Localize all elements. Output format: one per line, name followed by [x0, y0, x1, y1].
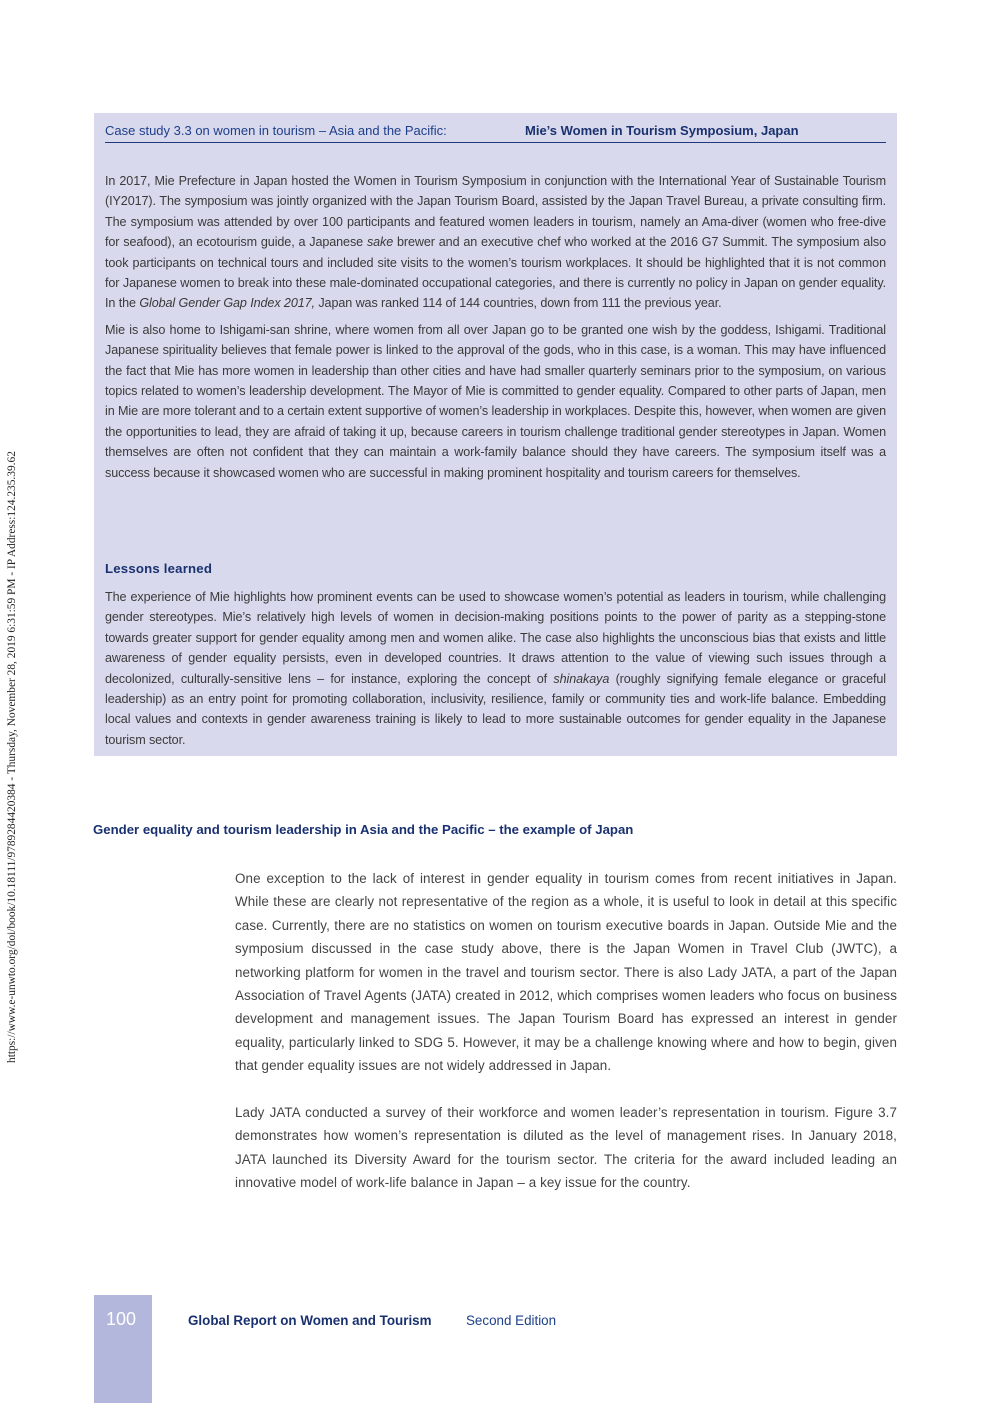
case-study-header: [105, 122, 886, 143]
case-paragraph-2: Mie is also home to Ishigami-san shrine, where women from all over Japan go to be granted one wish by the goddess, Ishigami. Traditional Japanese spirituality believes that female power is linked to the approval of the gods, who in this case, is a woman. This may have influenced the fact that Mie has more women in leadership than other cities and have had smaller quarterly seminars prior to the symposium, on various topics related to women’s leadership development. The Mayor of Mie is committed to gender equality. Compared to other parts of Japan, men in Mie are more tolerant and to a certain extent supportive of women’s leadership in workplaces. Despite this, however, when women are given the opportunities to lead, they are afraid of taking it up, because careers in tourism challenge traditional gender stereotypes in Japan. Women themselves are often not confident that they can maintain a work-family balance should they have careers. The symposium itself was a success because it showcased women who are successful in making prominent hospitality and tourism careers for themselves.: [105, 322, 886, 480]
lessons-text-a: The experience of Mie highlights how prominent events can be used to showcase women’s potential as leaders in tourism, while challenging gender stereotypes. Mie’s relatively high levels of women in decision-making positions points to the power of parity as a stepping-stone towards greater support for gender equality among men and women alike. The case also highlights the unconscious bias that exists and little awareness of gender equality persists, even in developed countries. It draws attention to the value of viewing such issues through a decolonized, culturally-sensitive lens – for instance, exploring the concept of: [105, 590, 886, 686]
case-study-label: Case study 3.3 on women in tourism – Asia and the Pacific:: [105, 123, 447, 138]
case-p1-text-b: brewer and an executive chef who worked at the 2016 G7 Summit. The symposium also took participants on technical tours and included site visits to the women’s tourism workplaces. It should be highlighted that it is not common for Japanese women to break into these male-dominated occupational categories, and there is currently no policy in Japan on gender equality. In the: [105, 235, 886, 311]
page-number: 100: [106, 1309, 137, 1329]
case-p1-text-c: Japan was ranked 114 of 144 countries, down from 111 the previous year.: [314, 296, 722, 311]
case-p1-italic-sake: sake: [366, 235, 394, 250]
main-body-text: [235, 867, 897, 1195]
case-paragraph-1: [105, 171, 886, 314]
main-paragraph-2: Lady JATA conducted a survey of their workforce and women leader’s representation in tourism. Figure 3.7 demonstrates how women’s representation is diluted as the level of management rises. In January 2018, JATA launched its Diversity Award for the tourism sector. The criteria for the award included leading an innovative model of work-life balance in Japan – a key issue for the country.: [235, 1105, 897, 1191]
page-number-block: [94, 1295, 152, 1403]
footer-edition: Second Edition: [466, 1313, 557, 1328]
lessons-heading: Lessons learned: [105, 561, 213, 576]
main-paragraph-1: One exception to the lack of interest in gender equality in tourism comes from recent initiatives in Japan. While these are clearly not representative of the region as a whole, it is useful to look in detail at this specific case. Currently, there are no statistics on women on tourism executive boards in Japan. Outside Mie and the symposium discussed in the case study above, there is the Japan Women in Travel Club (JWTC), a networking platform for women in the travel and tourism sector. There is also Lady JATA, a part of the Japan Association of Travel Agents (JATA) created in 2012, which comprises women leaders who focus on business development and management issues. The Japan Tourism Board has expressed an interest in gender equality, particularly linked to SDG 5. However, it may be a challenge knowing where and how to begin, given that gender equality issues are not widely addressed in Japan.: [235, 871, 897, 1074]
footer-report-title: Global Report on Women and Tourism: [188, 1313, 432, 1328]
case-p1-text-a: In 2017, Mie Prefecture in Japan hosted the Women in Tourism Symposium in conjunction with the International Year of Sustainable Tourism (IY2017). The symposium was jointly organized with the Japan Tourism Board, assisted by the Japan Travel Bureau, a private consulting firm. The symposium was attended by over 100 participants and featured women leaders in tourism, namely an Ama-diver (women who free-dive for seafood), an ecotourism guide, a Japanese: [105, 174, 886, 250]
side-url-watermark: [2, 345, 20, 1065]
section-heading: Gender equality and tourism leadership in Asia and the Pacific – the example of Japan: [93, 822, 634, 837]
case-study-body: [105, 171, 886, 483]
case-study-box: [94, 113, 897, 756]
lessons-italic-shinakaya: shinakaya: [553, 671, 610, 686]
case-study-title: Mie’s Women in Tourism Symposium, Japan: [525, 123, 799, 138]
lessons-text-b: (roughly signifying female elegance or graceful leadership) as an entry point for promoting collaboration, inclusivity, resilience, family or community ties and work-life balance. Embedding local values and contexts in gender awareness training is likely to lead to more sustainable outcomes for gender equality in the Japanese tourism sector.: [105, 671, 886, 747]
side-url-text: https://www.e-unwto.org/doi/book/10.18111/9789284420384 - Thursday, November 28, 2019 6:31:59 PM - IP Address:124.235.39.62: [6, 451, 18, 1063]
case-p1-italic-index: Global Gender Gap Index 2017,: [139, 296, 315, 311]
lessons-paragraph: [105, 587, 886, 750]
